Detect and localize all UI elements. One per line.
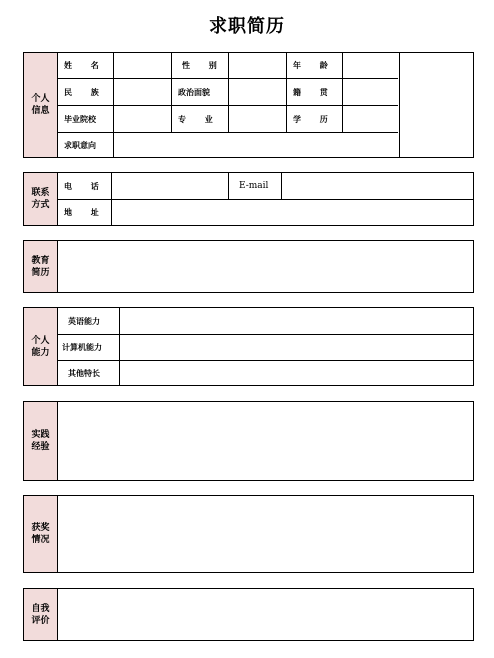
gender-label: 性 别 [182, 61, 225, 70]
intention-field[interactable] [114, 133, 399, 157]
education-history-label: 教育简历 [31, 255, 50, 278]
computer-field[interactable] [120, 335, 473, 360]
computer-label: 计算机能力 [62, 343, 102, 352]
ethnicity-field[interactable] [114, 79, 171, 105]
practice-section [23, 401, 474, 481]
school-field[interactable] [114, 106, 171, 132]
phone-field[interactable] [112, 173, 228, 199]
practice-label: 实践经验 [31, 430, 50, 452]
photo-box[interactable] [400, 53, 473, 157]
school-label: 毕业院校 [64, 114, 96, 124]
personal-info-section [23, 52, 474, 158]
name-label: 姓 名 [64, 61, 107, 70]
political-label: 政治面貌 [178, 87, 210, 97]
awards-label-cell [24, 496, 58, 572]
political-field[interactable] [229, 79, 286, 105]
ability-label-cell [24, 308, 58, 385]
self-evaluation-label-cell [24, 589, 58, 640]
education-field[interactable] [343, 106, 399, 132]
page-title: 求职简历 [209, 16, 285, 37]
major-label: 专 业 [178, 114, 221, 124]
contact-label-cell [24, 173, 58, 225]
english-label: 英语能力 [68, 316, 100, 326]
self-evaluation-field[interactable] [58, 589, 473, 640]
ethnicity-label: 民 族 [64, 87, 107, 97]
native-field[interactable] [343, 79, 399, 105]
intention-label: 求职意向 [64, 140, 96, 150]
other-skills-label: 其他特长 [68, 368, 100, 378]
education-history-field[interactable] [58, 241, 473, 292]
name-field[interactable] [114, 53, 171, 78]
ability-section [23, 307, 474, 386]
phone-label: 电 话 [64, 181, 107, 191]
education-label: 学 历 [293, 114, 336, 124]
email-field[interactable] [282, 173, 473, 199]
personal-info-label: 个人信息 [31, 94, 50, 116]
self-evaluation-label: 自我评价 [31, 603, 50, 626]
awards-label: 获奖情况 [31, 523, 50, 545]
awards-field[interactable] [58, 496, 473, 572]
native-label: 籍 贯 [293, 87, 336, 97]
age-label: 年 龄 [293, 61, 336, 70]
self-evaluation-section [23, 588, 474, 641]
address-field[interactable] [112, 200, 473, 225]
ability-label: 个人能力 [31, 335, 50, 358]
english-field[interactable] [120, 308, 473, 334]
awards-section [23, 495, 474, 573]
contact-section [23, 172, 474, 226]
other-skills-field[interactable] [120, 361, 473, 385]
address-label: 地 址 [64, 208, 107, 217]
email-label: E-mail [239, 181, 269, 191]
education-history-label-cell [24, 241, 58, 292]
education-section [23, 240, 474, 293]
practice-label-cell [24, 402, 58, 480]
personal-info-label-cell [24, 53, 58, 157]
major-field[interactable] [229, 106, 286, 132]
age-field[interactable] [343, 53, 399, 78]
practice-field[interactable] [58, 402, 473, 480]
contact-label: 联系方式 [31, 188, 50, 210]
gender-field[interactable] [229, 53, 286, 78]
